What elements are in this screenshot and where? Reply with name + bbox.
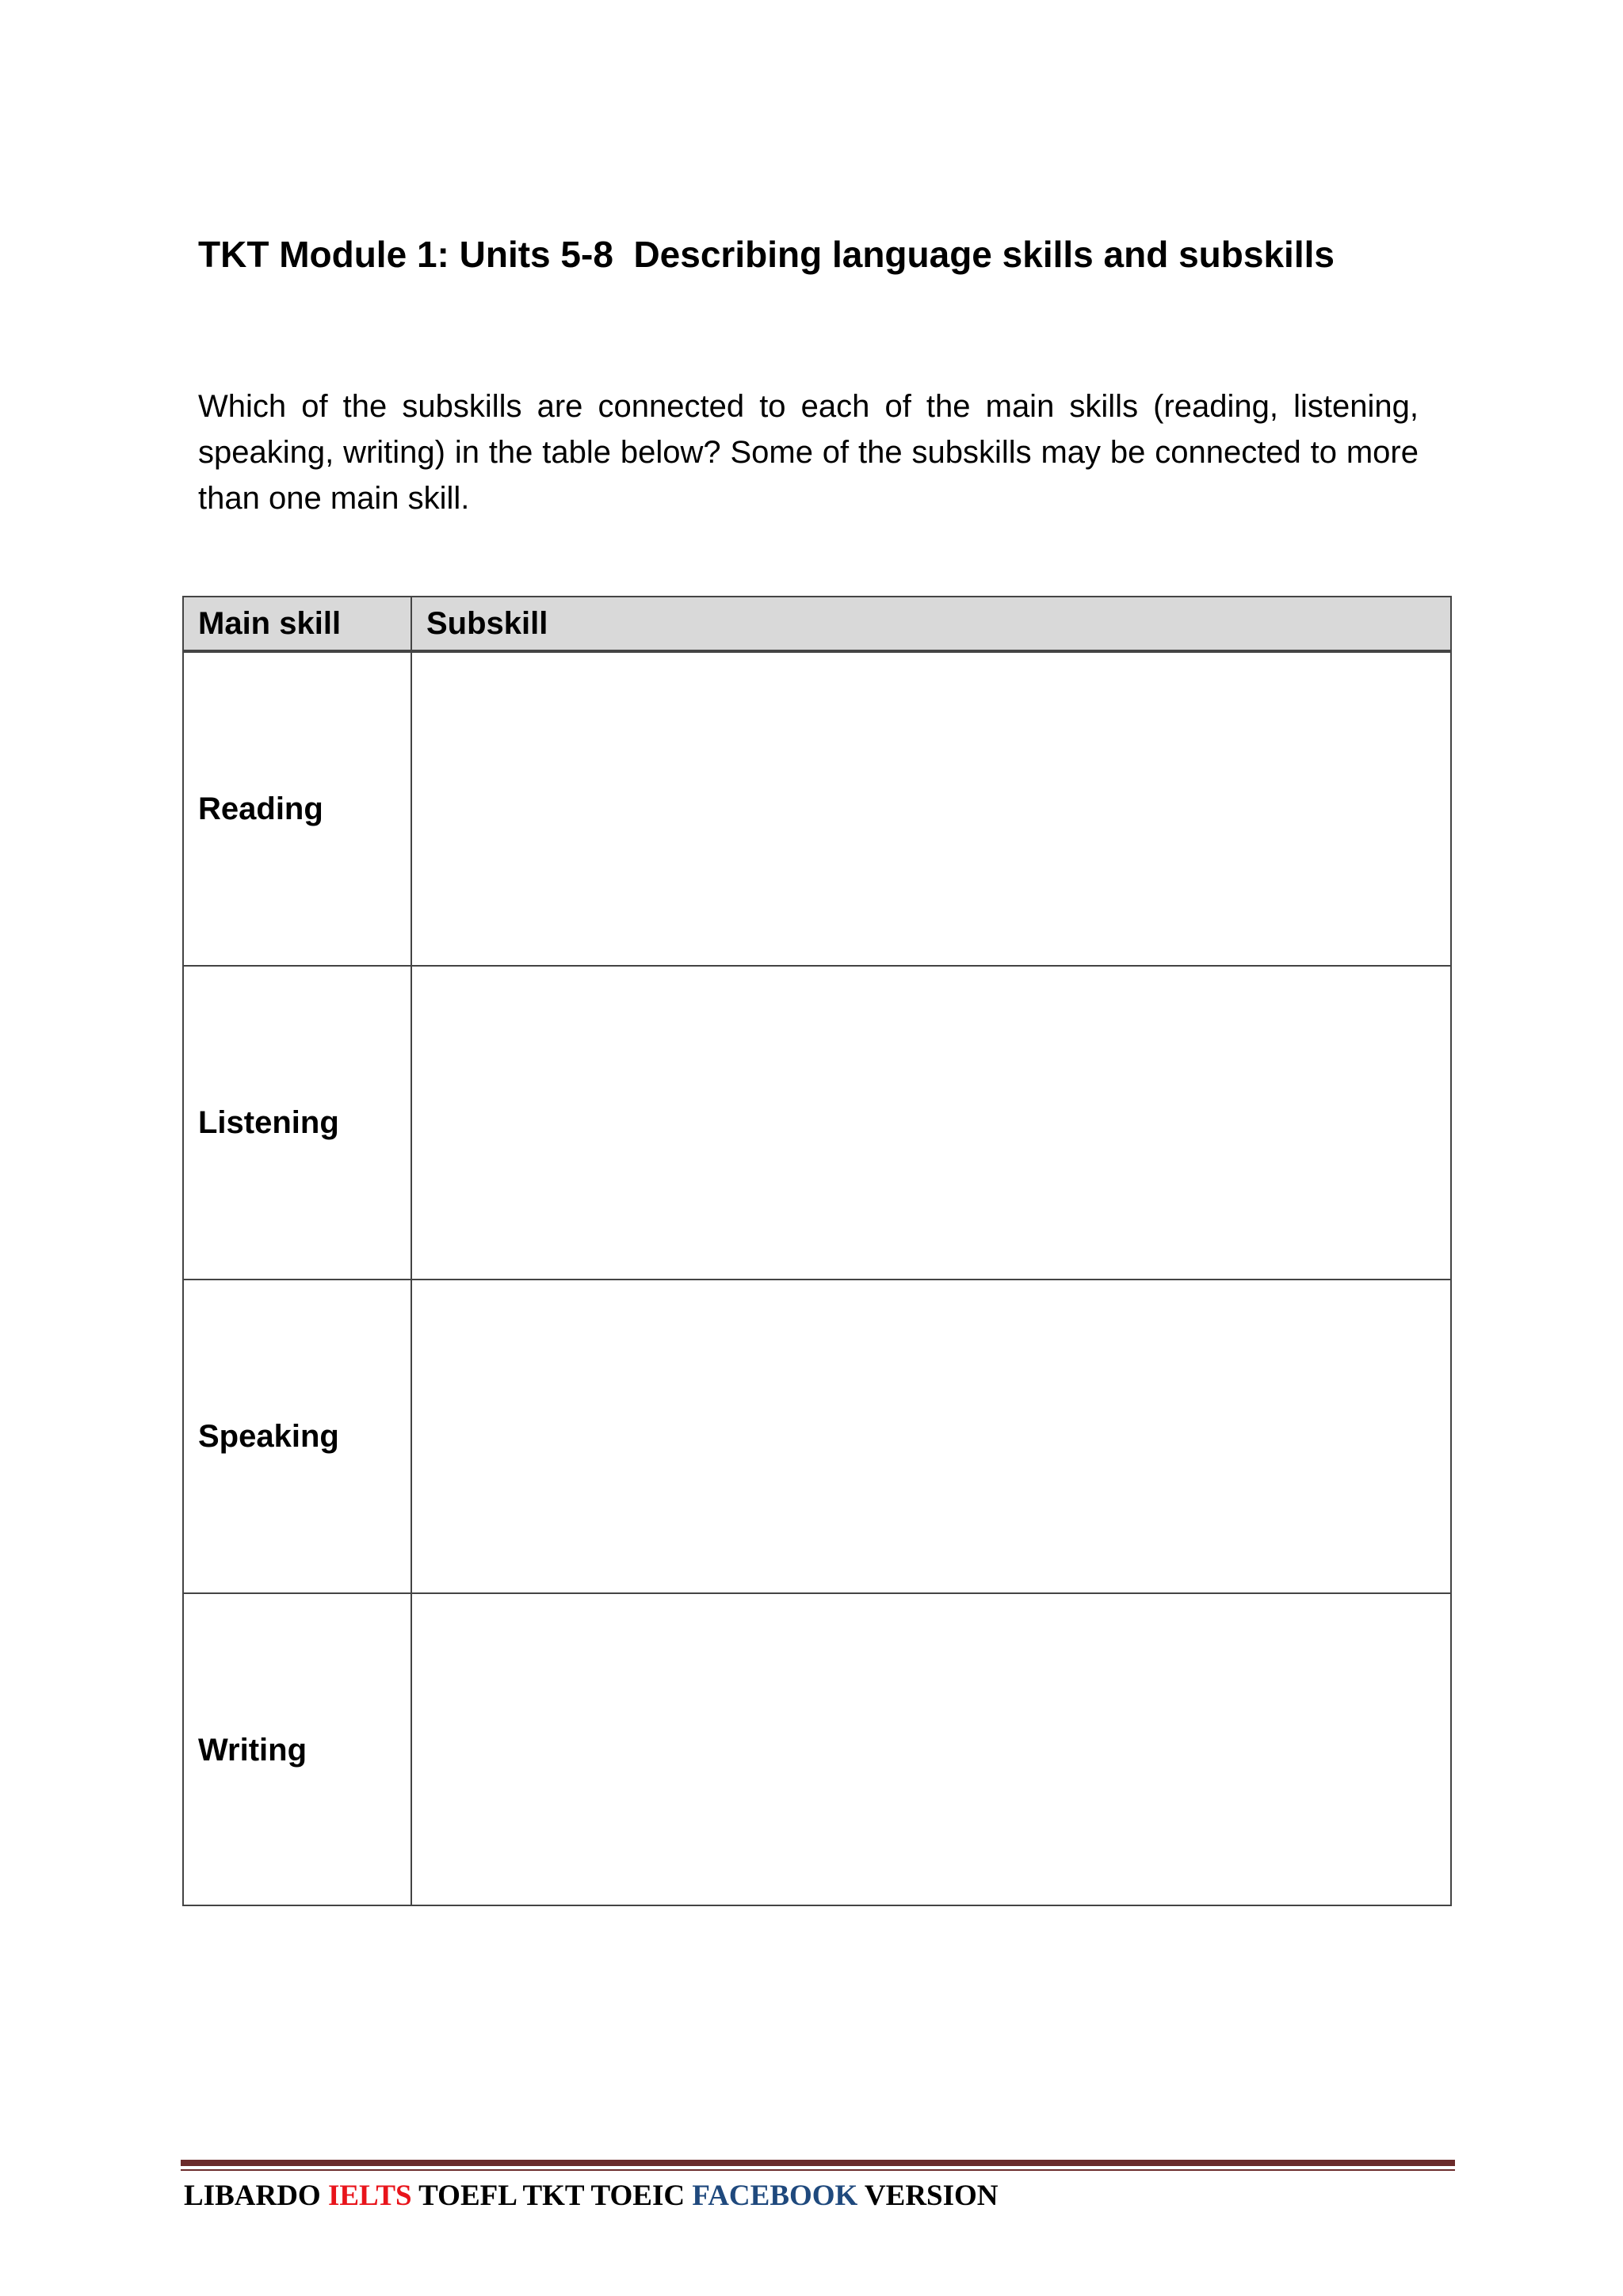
footer-rule-thick [181, 2160, 1455, 2166]
instructions-paragraph: Which of the subskills are connected to each of the main skills (reading, listening, speaking, writing) in the table below? Some of the subskills may be connected to more than one main skill. [198, 389, 1419, 516]
footer-part-exams: TOEFL TKT TOEIC [411, 2180, 693, 2212]
table-row-listening [183, 966, 1451, 1280]
footer-part-facebook: FACEBOOK [692, 2180, 858, 2212]
table-row-reading [183, 651, 1451, 966]
footer-part-libardo: LIBARDO [184, 2180, 328, 2212]
skills-table [182, 596, 1452, 1906]
skill-cell-reading: Reading [183, 651, 411, 966]
footer-rule-thin [181, 2169, 1455, 2171]
footer-part-version: VERSION [857, 2180, 999, 2212]
skill-cell-writing: Writing [183, 1593, 411, 1906]
subskill-cell-listening[interactable] [411, 966, 1451, 1280]
skill-cell-speaking: Speaking [183, 1280, 411, 1593]
skill-cell-listening: Listening [183, 966, 411, 1280]
table-bottom-divider [182, 1905, 1452, 1906]
subskill-cell-speaking[interactable] [411, 1280, 1451, 1593]
main-skill-header: Main skill [183, 597, 411, 651]
footer-text [184, 2174, 999, 2218]
table-row-writing [183, 1593, 1451, 1906]
footer-part-ielts: IELTS [327, 2180, 412, 2212]
subskill-cell-writing[interactable] [411, 1593, 1451, 1906]
page-title: TKT Module 1: Units 5-8 Describing language skills and subskills [198, 234, 1335, 275]
table-header-row [183, 597, 1451, 651]
subskill-cell-reading[interactable] [411, 651, 1451, 966]
table-row-speaking [183, 1280, 1451, 1593]
subskill-header: Subskill [411, 597, 1451, 651]
